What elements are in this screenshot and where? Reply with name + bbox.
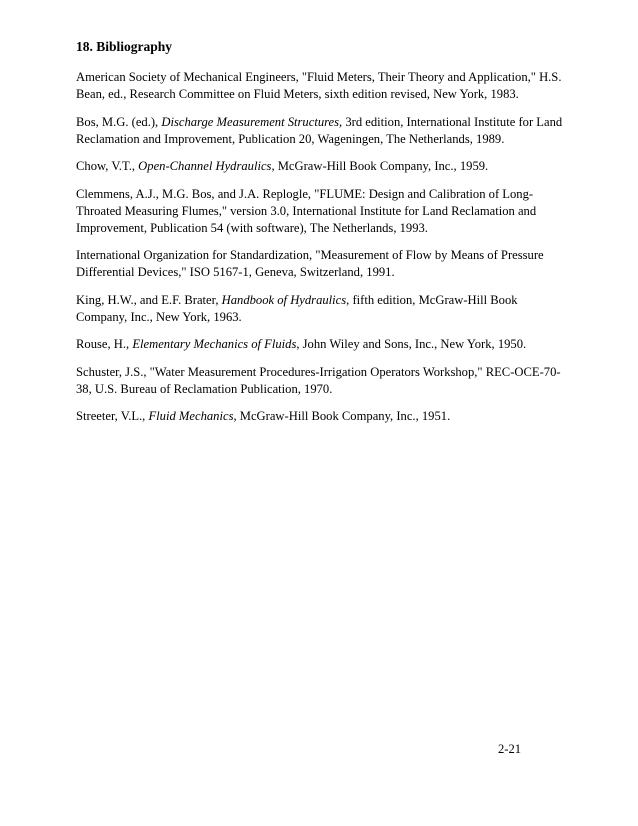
reference-title: Fluid Mechanics bbox=[148, 409, 234, 423]
reference-text: , fifth edition, McGraw-Hill Book Company, Inc., New York, 1963. bbox=[76, 292, 518, 324]
reference-text: American Society of Mechanical Engineers, "Fluid Meters, Their Theory and Application," H.S. Bean, ed., Research Committee on Fluid Meters, sixth edition revised, New York, 1983. bbox=[76, 70, 562, 101]
reference-text: , McGraw-Hill Book Company, Inc., 1951. bbox=[233, 409, 451, 423]
reference-entry bbox=[76, 186, 564, 237]
reference-entry bbox=[76, 292, 564, 326]
reference-text: Rouse, H., bbox=[76, 337, 133, 351]
reference-text: Bos, M.G. (ed.), bbox=[76, 114, 162, 129]
reference-title: Handbook of Hydraulics bbox=[221, 292, 347, 307]
section-heading: 18. Bibliography bbox=[76, 39, 173, 54]
reference-list bbox=[76, 69, 564, 436]
reference-text: , John Wiley and Sons, Inc., New York, 1950. bbox=[296, 337, 527, 351]
reference-entry bbox=[76, 69, 564, 103]
reference-text: King, H.W., and E.F. Brater, bbox=[76, 292, 222, 307]
page-number: 2-21 bbox=[498, 742, 522, 756]
reference-entry bbox=[76, 336, 564, 353]
reference-entry bbox=[76, 364, 564, 398]
reference-text: International Organization for Standardization, "Measurement of Flow by Means of Pressure Differential Devices," ISO 5167-1, Geneva, Switzerland, 1991. bbox=[76, 248, 544, 279]
reference-entry bbox=[76, 408, 564, 425]
reference-entry bbox=[76, 114, 564, 148]
reference-entry bbox=[76, 247, 564, 281]
reference-title: Open-Channel Hydraulics bbox=[138, 159, 272, 173]
reference-text: Schuster, J.S., "Water Measurement Procedures-Irrigation Operators Workshop," REC-OCE-70-38, U.S. Bureau of Reclamation Publication, 1970. bbox=[76, 364, 561, 396]
reference-entry bbox=[76, 158, 564, 175]
reference-text: Streeter, V.L., bbox=[76, 409, 149, 423]
reference-text: , McGraw-Hill Book Company, Inc., 1959. bbox=[271, 159, 489, 173]
reference-title: Discharge Measurement Structures bbox=[161, 114, 340, 129]
reference-text: , 3rd edition, International Institute for Land Reclamation and Improvement, Publication 20, Wageningen, The Netherlands, 1989. bbox=[76, 114, 563, 146]
reference-text: Chow, V.T., bbox=[76, 159, 139, 173]
reference-title: Elementary Mechanics of Fluids bbox=[132, 337, 297, 351]
reference-text: Clemmens, A.J., M.G. Bos, and J.A. Replogle, "FLUME: Design and Calibration of Long-Throated Measuring Flumes," version 3.0, International Institute for Land Reclamation and Improvement, Publication 54 (with software), The Netherlands, 1993. bbox=[76, 186, 537, 235]
